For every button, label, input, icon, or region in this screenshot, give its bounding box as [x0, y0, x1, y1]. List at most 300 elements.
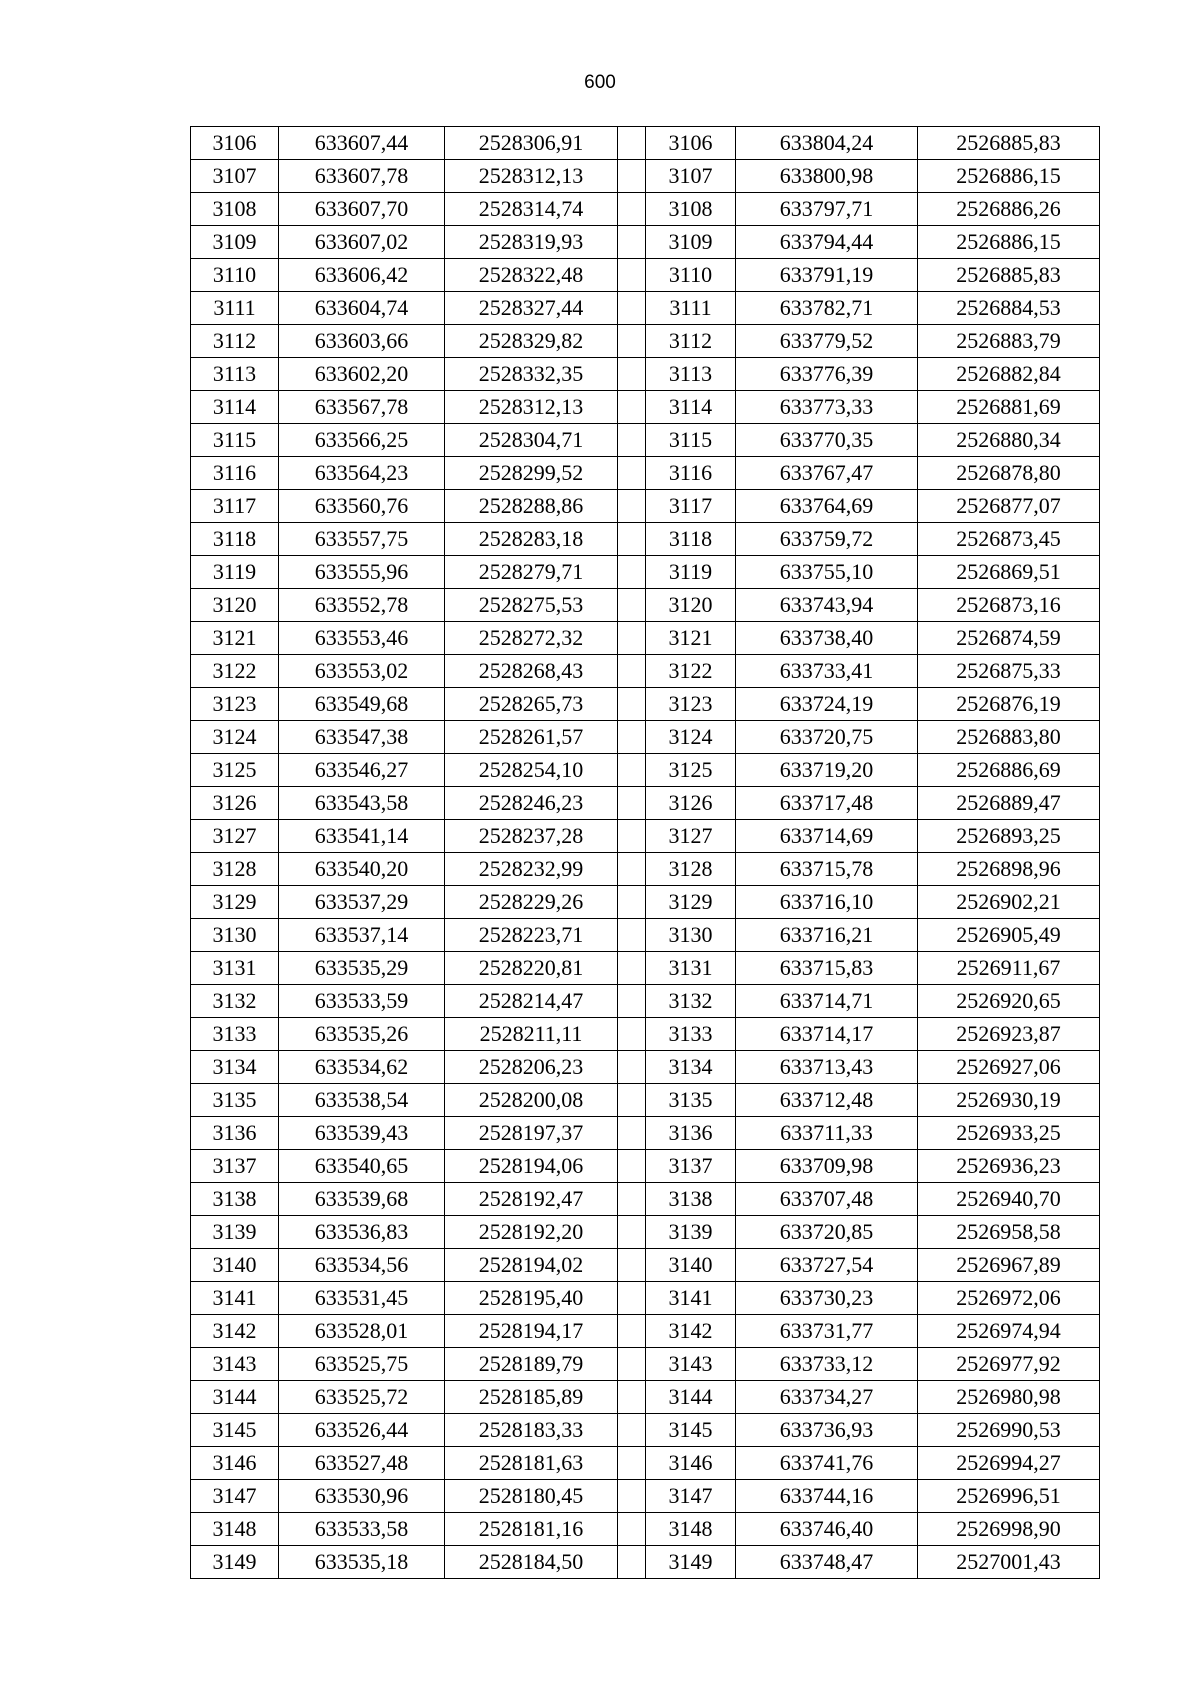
table-row	[191, 1018, 1100, 1051]
y-coordinate-left: 2528192,47	[445, 1183, 618, 1216]
x-coordinate-right: 633759,72	[736, 523, 918, 556]
x-coordinate-left: 633555,96	[279, 556, 445, 589]
point-number-left: 3107	[191, 160, 279, 193]
x-coordinate-left: 633540,20	[279, 853, 445, 886]
spacer-cell	[618, 457, 646, 490]
table-row	[191, 523, 1100, 556]
table-row	[191, 1513, 1100, 1546]
point-number-left: 3140	[191, 1249, 279, 1282]
x-coordinate-right: 633717,48	[736, 787, 918, 820]
y-coordinate-right: 2526889,47	[918, 787, 1100, 820]
point-number-left: 3142	[191, 1315, 279, 1348]
x-coordinate-left: 633537,29	[279, 886, 445, 919]
spacer-cell	[618, 193, 646, 226]
spacer-cell	[618, 655, 646, 688]
point-number-right: 3121	[646, 622, 736, 655]
y-coordinate-right: 2526877,07	[918, 490, 1100, 523]
spacer-cell	[618, 127, 646, 160]
point-number-left: 3119	[191, 556, 279, 589]
x-coordinate-left: 633560,76	[279, 490, 445, 523]
y-coordinate-right: 2526996,51	[918, 1480, 1100, 1513]
x-coordinate-left: 633534,56	[279, 1249, 445, 1282]
table-row	[191, 886, 1100, 919]
point-number-left: 3114	[191, 391, 279, 424]
point-number-right: 3139	[646, 1216, 736, 1249]
x-coordinate-right: 633731,77	[736, 1315, 918, 1348]
spacer-cell	[618, 1315, 646, 1348]
point-number-right: 3126	[646, 787, 736, 820]
y-coordinate-left: 2528279,71	[445, 556, 618, 589]
point-number-right: 3116	[646, 457, 736, 490]
spacer-cell	[618, 1084, 646, 1117]
spacer-cell	[618, 1447, 646, 1480]
y-coordinate-left: 2528223,71	[445, 919, 618, 952]
point-number-right: 3124	[646, 721, 736, 754]
y-coordinate-left: 2528194,06	[445, 1150, 618, 1183]
x-coordinate-left: 633607,78	[279, 160, 445, 193]
point-number-right: 3138	[646, 1183, 736, 1216]
spacer-cell	[618, 1183, 646, 1216]
x-coordinate-left: 633537,14	[279, 919, 445, 952]
spacer-cell	[618, 1249, 646, 1282]
spacer-cell	[618, 1282, 646, 1315]
spacer-cell	[618, 820, 646, 853]
y-coordinate-right: 2526936,23	[918, 1150, 1100, 1183]
y-coordinate-right: 2526873,16	[918, 589, 1100, 622]
table-row	[191, 490, 1100, 523]
coordinates-table	[190, 126, 1100, 1579]
x-coordinate-right: 633744,16	[736, 1480, 918, 1513]
x-coordinate-right: 633746,40	[736, 1513, 918, 1546]
coordinates-table-body	[191, 127, 1100, 1579]
y-coordinate-right: 2526886,15	[918, 160, 1100, 193]
y-coordinate-right: 2526880,34	[918, 424, 1100, 457]
point-number-right: 3146	[646, 1447, 736, 1480]
table-row	[191, 193, 1100, 226]
spacer-cell	[618, 523, 646, 556]
spacer-cell	[618, 259, 646, 292]
table-row	[191, 259, 1100, 292]
x-coordinate-left: 633539,68	[279, 1183, 445, 1216]
x-coordinate-left: 633607,02	[279, 226, 445, 259]
y-coordinate-right: 2526886,15	[918, 226, 1100, 259]
y-coordinate-right: 2526886,69	[918, 754, 1100, 787]
spacer-cell	[618, 160, 646, 193]
y-coordinate-left: 2528265,73	[445, 688, 618, 721]
table-row	[191, 985, 1100, 1018]
point-number-left: 3109	[191, 226, 279, 259]
point-number-left: 3146	[191, 1447, 279, 1480]
spacer-cell	[618, 721, 646, 754]
x-coordinate-left: 633526,44	[279, 1414, 445, 1447]
table-row	[191, 457, 1100, 490]
point-number-left: 3133	[191, 1018, 279, 1051]
spacer-cell	[618, 1216, 646, 1249]
x-coordinate-right: 633782,71	[736, 292, 918, 325]
y-coordinate-left: 2528197,37	[445, 1117, 618, 1150]
x-coordinate-left: 633606,42	[279, 259, 445, 292]
x-coordinate-right: 633719,20	[736, 754, 918, 787]
y-coordinate-right: 2526998,90	[918, 1513, 1100, 1546]
y-coordinate-left: 2528206,23	[445, 1051, 618, 1084]
y-coordinate-right: 2526920,65	[918, 985, 1100, 1018]
x-coordinate-left: 633527,48	[279, 1447, 445, 1480]
y-coordinate-left: 2528183,33	[445, 1414, 618, 1447]
y-coordinate-left: 2528304,71	[445, 424, 618, 457]
table-row	[191, 853, 1100, 886]
spacer-cell	[618, 1480, 646, 1513]
y-coordinate-right: 2526902,21	[918, 886, 1100, 919]
table-row	[191, 1051, 1100, 1084]
x-coordinate-left: 633538,54	[279, 1084, 445, 1117]
x-coordinate-right: 633730,23	[736, 1282, 918, 1315]
y-coordinate-left: 2528332,35	[445, 358, 618, 391]
x-coordinate-left: 633540,65	[279, 1150, 445, 1183]
point-number-left: 3138	[191, 1183, 279, 1216]
x-coordinate-right: 633736,93	[736, 1414, 918, 1447]
x-coordinate-left: 633607,44	[279, 127, 445, 160]
y-coordinate-right: 2526974,94	[918, 1315, 1100, 1348]
table-row	[191, 160, 1100, 193]
y-coordinate-right: 2526884,53	[918, 292, 1100, 325]
table-row	[191, 1447, 1100, 1480]
y-coordinate-left: 2528185,89	[445, 1381, 618, 1414]
point-number-right: 3114	[646, 391, 736, 424]
point-number-right: 3107	[646, 160, 736, 193]
x-coordinate-right: 633715,83	[736, 952, 918, 985]
y-coordinate-right: 2526893,25	[918, 820, 1100, 853]
x-coordinate-left: 633546,27	[279, 754, 445, 787]
table-row	[191, 325, 1100, 358]
point-number-right: 3117	[646, 490, 736, 523]
y-coordinate-left: 2528314,74	[445, 193, 618, 226]
table-row	[191, 721, 1100, 754]
spacer-cell	[618, 1150, 646, 1183]
point-number-right: 3131	[646, 952, 736, 985]
x-coordinate-right: 633720,85	[736, 1216, 918, 1249]
spacer-cell	[618, 853, 646, 886]
point-number-right: 3141	[646, 1282, 736, 1315]
y-coordinate-right: 2526905,49	[918, 919, 1100, 952]
x-coordinate-right: 633741,76	[736, 1447, 918, 1480]
point-number-left: 3136	[191, 1117, 279, 1150]
point-number-left: 3108	[191, 193, 279, 226]
point-number-right: 3129	[646, 886, 736, 919]
table-row	[191, 589, 1100, 622]
table-row	[191, 1150, 1100, 1183]
point-number-left: 3106	[191, 127, 279, 160]
x-coordinate-left: 633535,29	[279, 952, 445, 985]
point-number-right: 3122	[646, 655, 736, 688]
y-coordinate-right: 2526972,06	[918, 1282, 1100, 1315]
y-coordinate-right: 2526990,53	[918, 1414, 1100, 1447]
y-coordinate-left: 2528237,28	[445, 820, 618, 853]
y-coordinate-right: 2526898,96	[918, 853, 1100, 886]
y-coordinate-left: 2528275,53	[445, 589, 618, 622]
x-coordinate-right: 633707,48	[736, 1183, 918, 1216]
point-number-right: 3136	[646, 1117, 736, 1150]
x-coordinate-left: 633536,83	[279, 1216, 445, 1249]
y-coordinate-right: 2526923,87	[918, 1018, 1100, 1051]
y-coordinate-right: 2526881,69	[918, 391, 1100, 424]
table-row	[191, 556, 1100, 589]
x-coordinate-right: 633794,44	[736, 226, 918, 259]
spacer-cell	[618, 1117, 646, 1150]
y-coordinate-right: 2526967,89	[918, 1249, 1100, 1282]
y-coordinate-left: 2528189,79	[445, 1348, 618, 1381]
spacer-cell	[618, 1513, 646, 1546]
x-coordinate-left: 633566,25	[279, 424, 445, 457]
table-row	[191, 292, 1100, 325]
x-coordinate-right: 633800,98	[736, 160, 918, 193]
point-number-left: 3148	[191, 1513, 279, 1546]
point-number-left: 3110	[191, 259, 279, 292]
x-coordinate-right: 633715,78	[736, 853, 918, 886]
y-coordinate-right: 2526876,19	[918, 688, 1100, 721]
spacer-cell	[618, 754, 646, 787]
x-coordinate-right: 633727,54	[736, 1249, 918, 1282]
point-number-left: 3113	[191, 358, 279, 391]
x-coordinate-left: 633553,02	[279, 655, 445, 688]
y-coordinate-right: 2526885,83	[918, 127, 1100, 160]
y-coordinate-right: 2526875,33	[918, 655, 1100, 688]
point-number-left: 3118	[191, 523, 279, 556]
x-coordinate-right: 633716,21	[736, 919, 918, 952]
x-coordinate-right: 633733,41	[736, 655, 918, 688]
point-number-right: 3111	[646, 292, 736, 325]
x-coordinate-right: 633734,27	[736, 1381, 918, 1414]
y-coordinate-right: 2526886,26	[918, 193, 1100, 226]
y-coordinate-left: 2528268,43	[445, 655, 618, 688]
point-number-right: 3132	[646, 985, 736, 1018]
y-coordinate-left: 2528246,23	[445, 787, 618, 820]
y-coordinate-left: 2528322,48	[445, 259, 618, 292]
table-row	[191, 622, 1100, 655]
x-coordinate-left: 633553,46	[279, 622, 445, 655]
spacer-cell	[618, 1546, 646, 1579]
table-row	[191, 1381, 1100, 1414]
x-coordinate-right: 633755,10	[736, 556, 918, 589]
table-row	[191, 1183, 1100, 1216]
x-coordinate-left: 633528,01	[279, 1315, 445, 1348]
y-coordinate-left: 2528272,32	[445, 622, 618, 655]
y-coordinate-left: 2528288,86	[445, 490, 618, 523]
table-row	[191, 655, 1100, 688]
x-coordinate-left: 633533,59	[279, 985, 445, 1018]
x-coordinate-left: 633534,62	[279, 1051, 445, 1084]
y-coordinate-right: 2526958,58	[918, 1216, 1100, 1249]
point-number-left: 3147	[191, 1480, 279, 1513]
table-row	[191, 1282, 1100, 1315]
point-number-right: 3130	[646, 919, 736, 952]
x-coordinate-right: 633709,98	[736, 1150, 918, 1183]
spacer-cell	[618, 985, 646, 1018]
x-coordinate-left: 633535,18	[279, 1546, 445, 1579]
y-coordinate-left: 2528232,99	[445, 853, 618, 886]
spacer-cell	[618, 424, 646, 457]
y-coordinate-left: 2528229,26	[445, 886, 618, 919]
y-coordinate-right: 2526927,06	[918, 1051, 1100, 1084]
point-number-right: 3125	[646, 754, 736, 787]
point-number-right: 3115	[646, 424, 736, 457]
point-number-right: 3113	[646, 358, 736, 391]
table-row	[191, 127, 1100, 160]
table-row	[191, 754, 1100, 787]
point-number-right: 3149	[646, 1546, 736, 1579]
x-coordinate-right: 633776,39	[736, 358, 918, 391]
point-number-right: 3145	[646, 1414, 736, 1447]
table-row	[191, 358, 1100, 391]
y-coordinate-left: 2528261,57	[445, 721, 618, 754]
y-coordinate-right: 2526911,67	[918, 952, 1100, 985]
point-number-right: 3148	[646, 1513, 736, 1546]
x-coordinate-right: 633724,19	[736, 688, 918, 721]
y-coordinate-right: 2526940,70	[918, 1183, 1100, 1216]
spacer-cell	[618, 589, 646, 622]
y-coordinate-left: 2528299,52	[445, 457, 618, 490]
x-coordinate-left: 633543,58	[279, 787, 445, 820]
point-number-left: 3111	[191, 292, 279, 325]
x-coordinate-left: 633531,45	[279, 1282, 445, 1315]
spacer-cell	[618, 886, 646, 919]
y-coordinate-left: 2528306,91	[445, 127, 618, 160]
point-number-left: 3137	[191, 1150, 279, 1183]
x-coordinate-left: 633541,14	[279, 820, 445, 853]
y-coordinate-left: 2528319,93	[445, 226, 618, 259]
point-number-right: 3127	[646, 820, 736, 853]
point-number-right: 3112	[646, 325, 736, 358]
spacer-cell	[618, 1348, 646, 1381]
y-coordinate-left: 2528214,47	[445, 985, 618, 1018]
point-number-right: 3109	[646, 226, 736, 259]
x-coordinate-right: 633773,33	[736, 391, 918, 424]
spacer-cell	[618, 226, 646, 259]
point-number-left: 3144	[191, 1381, 279, 1414]
y-coordinate-left: 2528254,10	[445, 754, 618, 787]
point-number-left: 3129	[191, 886, 279, 919]
point-number-left: 3115	[191, 424, 279, 457]
x-coordinate-right: 633743,94	[736, 589, 918, 622]
x-coordinate-right: 633804,24	[736, 127, 918, 160]
spacer-cell	[618, 919, 646, 952]
x-coordinate-left: 633567,78	[279, 391, 445, 424]
point-number-right: 3134	[646, 1051, 736, 1084]
x-coordinate-right: 633714,17	[736, 1018, 918, 1051]
spacer-cell	[618, 1051, 646, 1084]
point-number-right: 3142	[646, 1315, 736, 1348]
y-coordinate-left: 2528194,17	[445, 1315, 618, 1348]
x-coordinate-right: 633738,40	[736, 622, 918, 655]
y-coordinate-left: 2528211,11	[445, 1018, 618, 1051]
y-coordinate-right: 2526869,51	[918, 556, 1100, 589]
y-coordinate-right: 2526885,83	[918, 259, 1100, 292]
table-row	[191, 952, 1100, 985]
x-coordinate-right: 633764,69	[736, 490, 918, 523]
table-row	[191, 1546, 1100, 1579]
point-number-right: 3135	[646, 1084, 736, 1117]
y-coordinate-right: 2526980,98	[918, 1381, 1100, 1414]
table-row	[191, 1315, 1100, 1348]
point-number-right: 3106	[646, 127, 736, 160]
x-coordinate-right: 633791,19	[736, 259, 918, 292]
point-number-right: 3108	[646, 193, 736, 226]
point-number-left: 3134	[191, 1051, 279, 1084]
x-coordinate-left: 633533,58	[279, 1513, 445, 1546]
point-number-left: 3126	[191, 787, 279, 820]
spacer-cell	[618, 787, 646, 820]
point-number-right: 3133	[646, 1018, 736, 1051]
table-row	[191, 1414, 1100, 1447]
y-coordinate-right: 2526933,25	[918, 1117, 1100, 1150]
spacer-cell	[618, 952, 646, 985]
point-number-left: 3139	[191, 1216, 279, 1249]
point-number-left: 3121	[191, 622, 279, 655]
point-number-left: 3141	[191, 1282, 279, 1315]
table-row	[191, 424, 1100, 457]
table-row	[191, 787, 1100, 820]
y-coordinate-right: 2527001,43	[918, 1546, 1100, 1579]
point-number-left: 3131	[191, 952, 279, 985]
table-row	[191, 1216, 1100, 1249]
x-coordinate-left: 633564,23	[279, 457, 445, 490]
spacer-cell	[618, 325, 646, 358]
point-number-right: 3123	[646, 688, 736, 721]
y-coordinate-left: 2528181,63	[445, 1447, 618, 1480]
x-coordinate-right: 633714,71	[736, 985, 918, 1018]
y-coordinate-left: 2528312,13	[445, 391, 618, 424]
point-number-left: 3120	[191, 589, 279, 622]
y-coordinate-right: 2526874,59	[918, 622, 1100, 655]
y-coordinate-left: 2528283,18	[445, 523, 618, 556]
table-row	[191, 1084, 1100, 1117]
table-row	[191, 688, 1100, 721]
point-number-left: 3112	[191, 325, 279, 358]
point-number-right: 3143	[646, 1348, 736, 1381]
x-coordinate-right: 633797,71	[736, 193, 918, 226]
point-number-right: 3118	[646, 523, 736, 556]
spacer-cell	[618, 358, 646, 391]
x-coordinate-left: 633525,72	[279, 1381, 445, 1414]
x-coordinate-left: 633602,20	[279, 358, 445, 391]
spacer-cell	[618, 688, 646, 721]
table-row	[191, 919, 1100, 952]
x-coordinate-left: 633530,96	[279, 1480, 445, 1513]
point-number-left: 3132	[191, 985, 279, 1018]
x-coordinate-left: 633525,75	[279, 1348, 445, 1381]
x-coordinate-left: 633535,26	[279, 1018, 445, 1051]
x-coordinate-right: 633712,48	[736, 1084, 918, 1117]
x-coordinate-right: 633770,35	[736, 424, 918, 457]
point-number-right: 3144	[646, 1381, 736, 1414]
point-number-left: 3130	[191, 919, 279, 952]
x-coordinate-left: 633604,74	[279, 292, 445, 325]
point-number-right: 3119	[646, 556, 736, 589]
point-number-right: 3110	[646, 259, 736, 292]
y-coordinate-left: 2528181,16	[445, 1513, 618, 1546]
x-coordinate-right: 633748,47	[736, 1546, 918, 1579]
table-row	[191, 1480, 1100, 1513]
y-coordinate-left: 2528327,44	[445, 292, 618, 325]
y-coordinate-left: 2528192,20	[445, 1216, 618, 1249]
table-row	[191, 1249, 1100, 1282]
y-coordinate-right: 2526994,27	[918, 1447, 1100, 1480]
point-number-right: 3147	[646, 1480, 736, 1513]
x-coordinate-left: 633539,43	[279, 1117, 445, 1150]
y-coordinate-left: 2528180,45	[445, 1480, 618, 1513]
y-coordinate-right: 2526883,79	[918, 325, 1100, 358]
y-coordinate-left: 2528195,40	[445, 1282, 618, 1315]
x-coordinate-left: 633547,38	[279, 721, 445, 754]
